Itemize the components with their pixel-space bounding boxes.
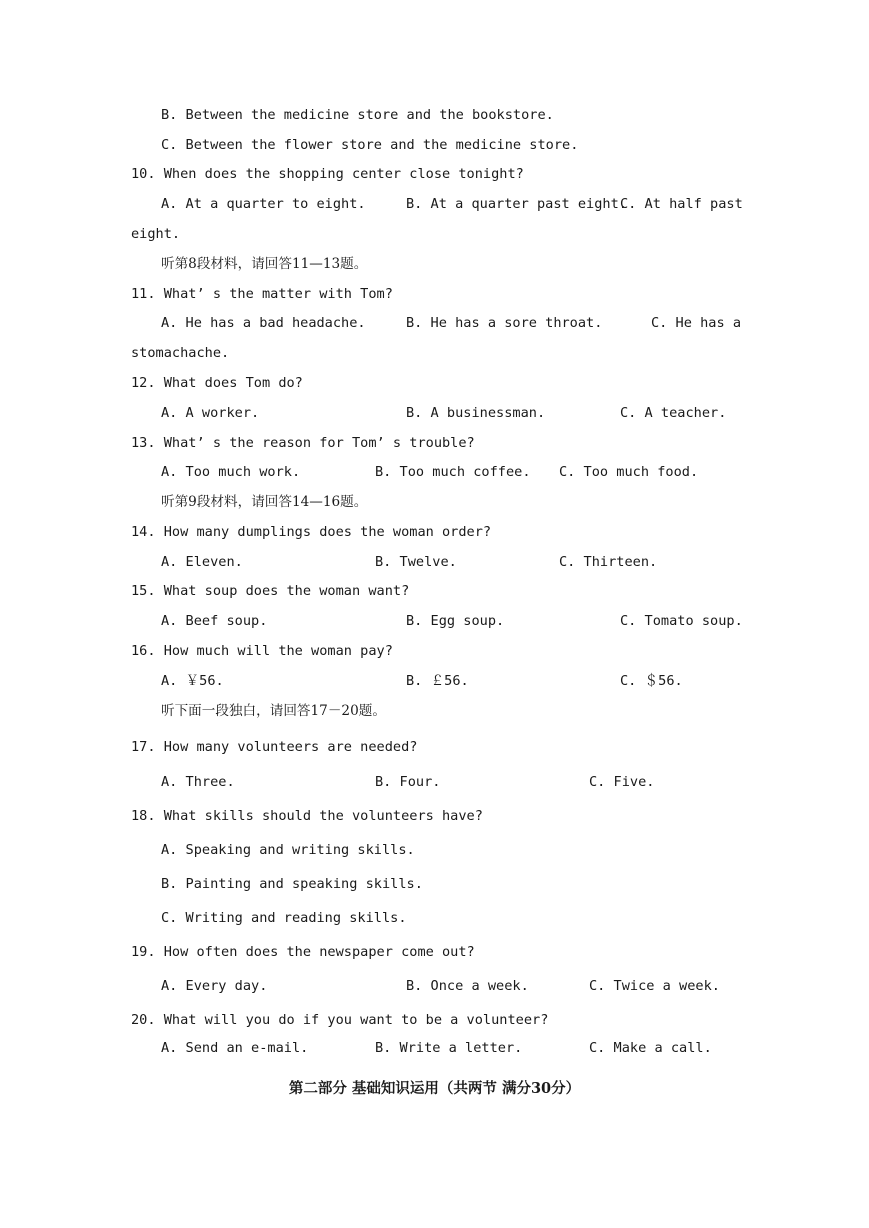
q14-option-c: C. Thirteen.	[559, 554, 658, 570]
q17-question: 17. How many volunteers are needed?	[131, 739, 418, 755]
q13-option-a: A. Too much work.	[161, 464, 301, 480]
q18-option-b: B. Painting and speaking skills.	[161, 876, 423, 892]
q14-option-b: B. Twelve.	[375, 554, 457, 570]
q11-option-c-continued: stomachache.	[131, 345, 230, 361]
q13-question: 13. What’ s the reason for Tom’ s trouble?	[131, 435, 475, 451]
section-9-instruction: 听第9段材料，请回答14—16题。	[161, 494, 368, 510]
section-10-instruction: 听下面一段独白，请回答17－20题。	[161, 703, 386, 719]
q14-question: 14. How many dumplings does the woman order?	[131, 524, 492, 540]
q19-option-c: C. Twice a week.	[589, 978, 720, 994]
q10-option-c: C. At half past	[620, 196, 743, 212]
q17-option-c: C. Five.	[589, 774, 655, 790]
q15-option-c: C. Tomato soup.	[620, 613, 743, 629]
q16-option-c: C. ＄56.	[620, 673, 683, 689]
q19-question: 19. How often does the newspaper come out?	[131, 944, 475, 960]
q12-question: 12. What does Tom do?	[131, 375, 303, 391]
q19-option-b: B. Once a week.	[406, 978, 529, 994]
q16-option-b: B. ￡56.	[406, 673, 469, 689]
q14-option-a: A. Eleven.	[161, 554, 243, 570]
section-8-instruction: 听第8段材料，请回答11—13题。	[161, 256, 368, 272]
q12-option-a: A. A worker.	[161, 405, 260, 421]
q13-option-b: B. Too much coffee.	[375, 464, 531, 480]
q17-option-b: B. Four.	[375, 774, 441, 790]
q11-option-c: C. He has a	[651, 315, 742, 331]
q11-question: 11. What’ s the matter with Tom?	[131, 286, 393, 302]
q10-option-b: B. At a quarter past eight.	[406, 196, 627, 212]
q12-option-c: C. A teacher.	[620, 405, 727, 421]
q18-question: 18. What skills should the volunteers have?	[131, 808, 483, 824]
q9-option-b: B. Between the medicine store and the bookstore.	[161, 107, 554, 123]
q20-option-c: C. Make a call.	[589, 1040, 712, 1056]
q15-option-a: A. Beef soup.	[161, 613, 268, 629]
q18-option-c: C. Writing and reading skills.	[161, 910, 407, 926]
q20-option-a: A. Send an e-mail.	[161, 1040, 309, 1056]
q15-option-b: B. Egg soup.	[406, 613, 505, 629]
q15-question: 15. What soup does the woman want?	[131, 583, 410, 599]
q10-option-c-continued: eight.	[131, 226, 181, 242]
q9-option-c: C. Between the flower store and the medicine store.	[161, 137, 579, 153]
q17-option-a: A. Three.	[161, 774, 235, 790]
q11-option-a: A. He has a bad headache.	[161, 315, 366, 331]
q19-option-a: A. Every day.	[161, 978, 268, 994]
q13-option-c: C. Too much food.	[559, 464, 699, 480]
q20-question: 20. What will you do if you want to be a volunteer?	[131, 1012, 549, 1028]
q20-option-b: B. Write a letter.	[375, 1040, 523, 1056]
q11-option-b: B. He has a sore throat.	[406, 315, 603, 331]
q10-option-a: A. At a quarter to eight.	[161, 196, 366, 212]
part-two-heading: 第二部分 基础知识运用（共两节 满分30分）	[288, 1080, 581, 1097]
q10-question: 10. When does the shopping center close tonight?	[131, 166, 524, 182]
q16-option-a: A. ￥56.	[161, 673, 224, 689]
q12-option-b: B. A businessman.	[406, 405, 546, 421]
q18-option-a: A. Speaking and writing skills.	[161, 842, 415, 858]
q16-question: 16. How much will the woman pay?	[131, 643, 393, 659]
